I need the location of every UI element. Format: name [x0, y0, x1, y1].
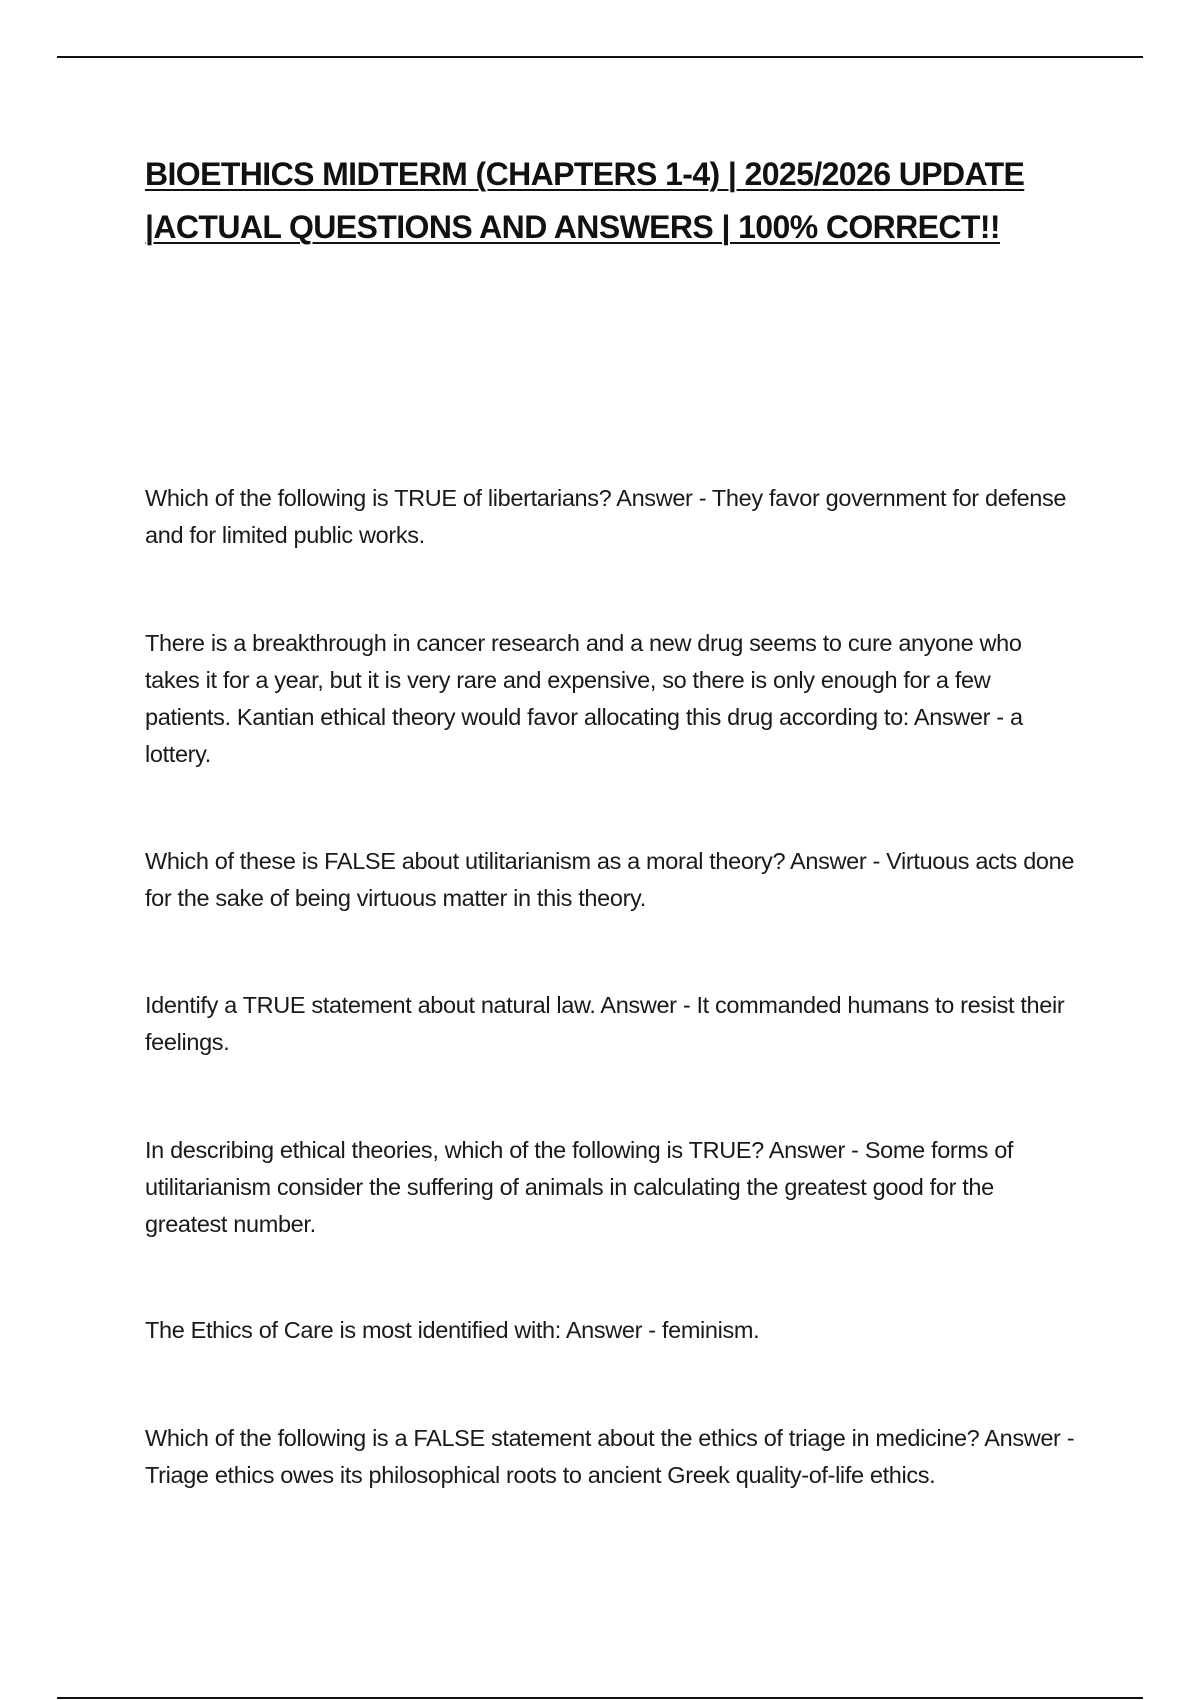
- qa-item: In describing ethical theories, which of the following is TRUE? Answer - Some forms of utilitarianism consider the suffering of animals in calculating the greatest good for the greatest number.: [145, 1137, 1014, 1237]
- qa-item: The Ethics of Care is most identified with: Answer - feminism.: [145, 1317, 760, 1343]
- footer-rule: [57, 1697, 1143, 1699]
- document-title: BIOETHICS MIDTERM (CHAPTERS 1-4) | 2025/2026 UPDATE |ACTUAL QUESTIONS AND ANSWERS | 100% CORRECT!!: [145, 156, 1025, 245]
- qa-item: Which of these is FALSE about utilitarianism as a moral theory? Answer - Virtuous acts done for the sake of being virtuous matter in this theory.: [145, 848, 1075, 911]
- header-rule: [57, 56, 1143, 58]
- qa-item: There is a breakthrough in cancer research and a new drug seems to cure anyone who takes it for a year, but it is very rare and expensive, so there is only enough for a few patients. Kantian ethical theory would favor allocating this drug according to: Answer - a lottery.: [145, 630, 1023, 767]
- qa-item: Which of the following is a FALSE statement about the ethics of triage in medicine? Answer - Triage ethics owes its philosophical roots to ancient Greek quality-of-life ethics.: [145, 1425, 1075, 1488]
- qa-item: Which of the following is TRUE of libertarians? Answer - They favor government for defense and for limited public works.: [145, 485, 1067, 548]
- qa-item: Identify a TRUE statement about natural law. Answer - It commanded humans to resist their feelings.: [145, 992, 1065, 1055]
